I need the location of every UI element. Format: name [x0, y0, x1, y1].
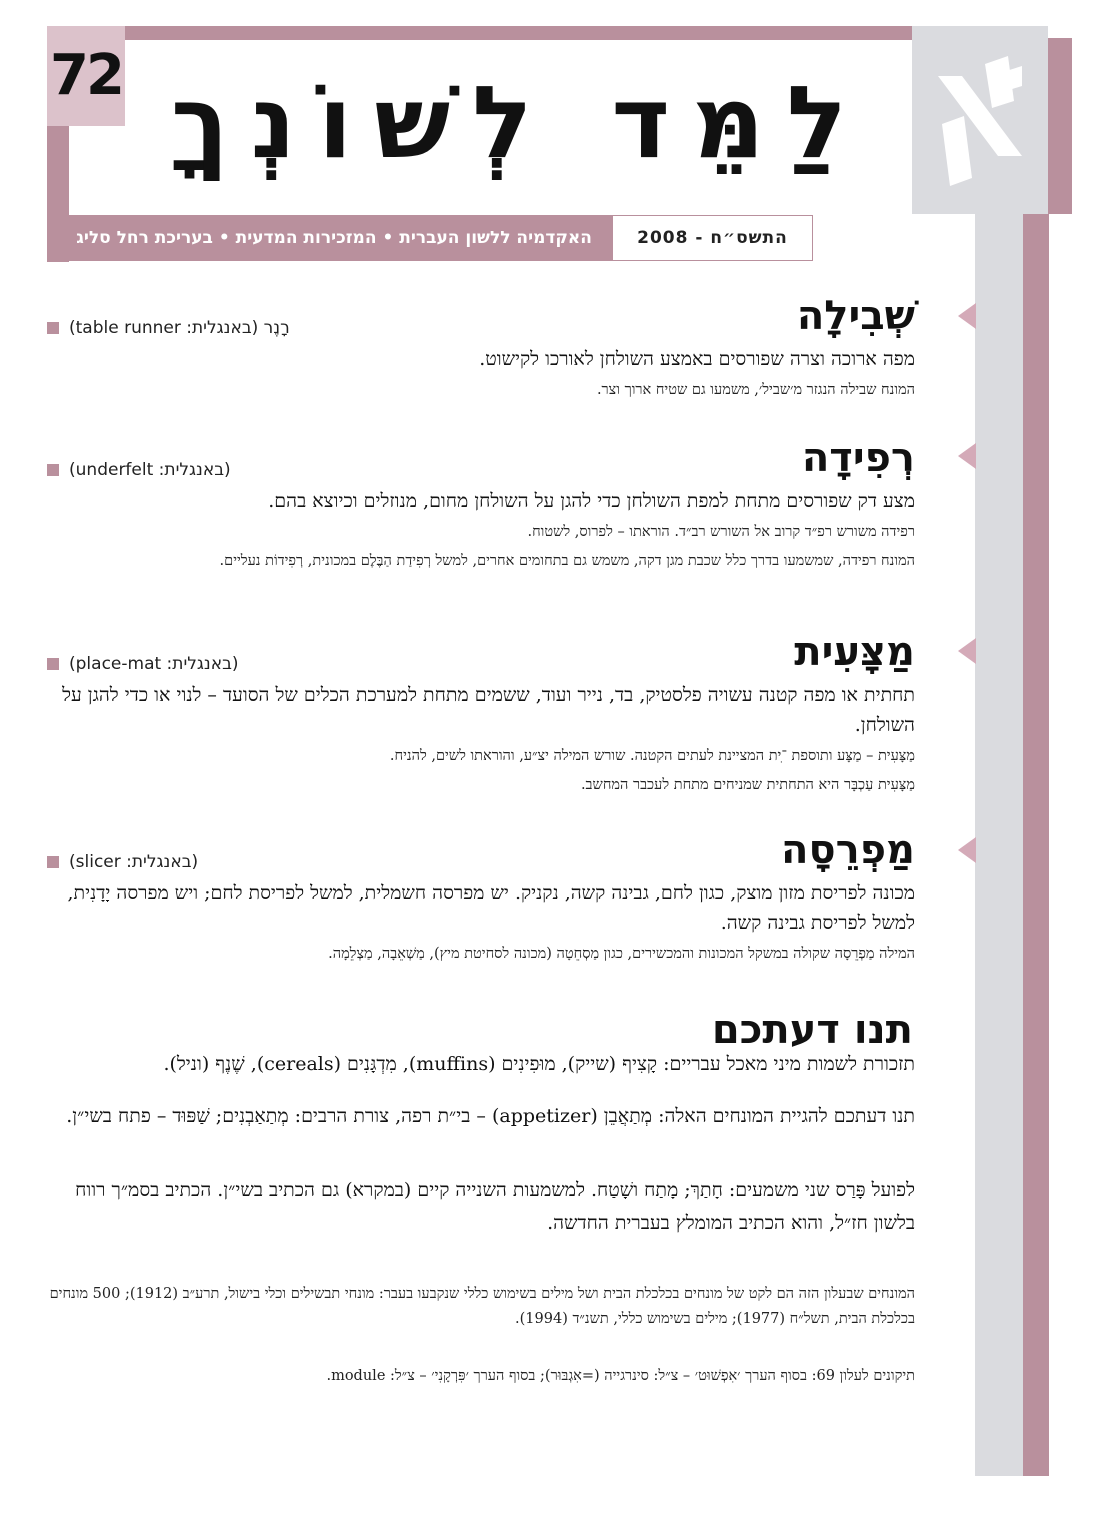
issue-number-box [47, 26, 125, 126]
entry-definition: מכונה לפריסת מזון מוצק, כגון לחם, גבינה קשה, נקניק. יש מפרסה חשמלית, למשל לפריסת לחם; ויש מפרסה יָדָנִית, למשל לפריסת גבינה קשה. [67, 882, 915, 934]
publisher-bar: האקדמיה ללשון העברית • המזכירות המדעית • בעריכת רחל סליג [47, 215, 612, 261]
masthead-title: לַמֵּד לְשׁוֹנְךָ [170, 64, 870, 181]
entry-note: מַצָּעִית – מַצָּע ותוספת ־ִית המציינת לעתים הקטנה. שורש המילה יצ״ע, והוראתו לשים, להניח. [389, 748, 915, 764]
entry-marker-icon [958, 443, 976, 469]
entry-term: רְפִידָה [801, 435, 915, 481]
square-bullet-icon [47, 464, 59, 476]
entry-shvila [45, 290, 915, 403]
entry-marker-icon [958, 303, 976, 329]
entry-note: המונח שבילה הנגזר מ׳שביל׳, משמעו גם שטיח ארוך וצר. [596, 382, 915, 398]
entry-refida [45, 432, 915, 574]
entry-definition: מצע דק שפורסים מתחת למפת השולחן כדי להגן על השולחן מחום, מנוזלים וכיוצא בהם. [268, 490, 915, 512]
entry-mafresa [45, 824, 915, 967]
entry-definition: מפה ארוכה וצרה שפורסים באמצע השולחן לאורכו לקישוט. [479, 348, 915, 370]
issue-number: 72 [50, 43, 122, 108]
right-gray-column [975, 214, 1023, 1476]
entry-marker-icon [958, 638, 976, 664]
entry-note: המונח רפידה, שמשמעו בדרך כלל שכבת מגן דקה, משמש גם בתחומים אחרים, למשל רְפִידַת הַבֶּלֶם במכונית, רְפִידוֹת נעליים. [219, 553, 915, 569]
sources-note: המונחים שבעלון הזה הם לקט של מונחים בכלכלת הבית ושל מילים בשימוש כללי שנקבעו בעבר: מונחי תבשילים וכלי בישול, תרע״ב (1912); 500 מונחים בכלכלת הבית, תשל״ח (1977); מילים בשימוש כללי, תשנ״ד (1994). [49, 1286, 915, 1327]
discussion-paragraph: לפועל פָּרַס שני משמעים: חָתַךְ; מָתַח ושָׁטַח. למשמעות השנייה קיים (במקרא) גם הכתיב בשי״ן. הכתיב בסמ״ך רווח בלשון חז״ל, והוא הכתיב המומלץ בעברית החדשה. [75, 1179, 915, 1234]
entry-matsait [45, 626, 915, 798]
square-bullet-icon [47, 856, 59, 868]
square-bullet-icon [47, 322, 59, 334]
discussion-paragraph: תנו דעתכם להגיית המונחים האלה: מְתַאֲבֵן (appetizer) – בי״ת רפה, צורת הרבים: מְתַאַבְנִים; שַׁפּוּד – פתח בשי״ן. [66, 1105, 915, 1127]
entry-note: מַצָּעִית עַכְבָּר היא התחתית שמניחים מתחת לעכבר המחשב. [580, 777, 915, 793]
discussion-title: תנו דעתכם [711, 1007, 913, 1053]
logo-shadow [1048, 38, 1072, 214]
entry-term: מַפְרֵסָה [780, 827, 915, 873]
entry-term: שְׁבִילָה [796, 293, 915, 339]
english-equivalent: (באנגלית: place-mat) [47, 654, 239, 674]
right-accent-stripe [1023, 214, 1049, 1476]
entry-note: רפידה משורש רפ״ד קרוב אל השורש רב״ד. הוראתו – לפרוס, לשטוח. [527, 524, 915, 540]
english-equivalent: (באנגלית: underfelt) [47, 460, 231, 480]
entry-term: מַצָּעִית [794, 629, 915, 675]
year-box: התשס״ח - 2008 [612, 215, 813, 261]
square-bullet-icon [47, 658, 59, 670]
discussion-paragraph: תזכורת לשמות מיני מאכל עבריים: קָצִיף (שייק), מוּפִינִים (muffins), מִדְגָּנִים (cereals), שֶׁנֶף (וניל). [163, 1053, 915, 1075]
english-equivalent: רָנֶר (באנגלית: table runner) [47, 318, 290, 338]
entry-marker-icon [958, 837, 976, 863]
top-band [125, 26, 1047, 40]
english-equivalent: (באנגלית: slicer) [47, 852, 198, 872]
entry-definition: תחתית או מפה קטנה עשויה פלסטיק, בד, נייר ועוד, ששמים מתחת למערכת הכלים של הסועד – לנוי או כדי להגן על השולחן. [62, 684, 915, 736]
corrections-note: תיקונים לעלון 69: בסוף הערך ׳אִפְשׁוּט׳ – צ״ל: סינרגייה (=אִגְבּוּר); בסוף הערך ׳פִּרְקָנִי׳ – צ״ל: module. [326, 1368, 915, 1384]
entry-note: המילה מַפְרֵסָה שקולה במשקל המכונות והמכשירים, כגון מַסְחֵטָה (מכונה לסחיטת מיץ), מַשְׁאֵבָה, מַצְלֵמָה. [328, 946, 915, 962]
logo-box [912, 26, 1048, 214]
academy-logo-icon [930, 56, 1030, 186]
